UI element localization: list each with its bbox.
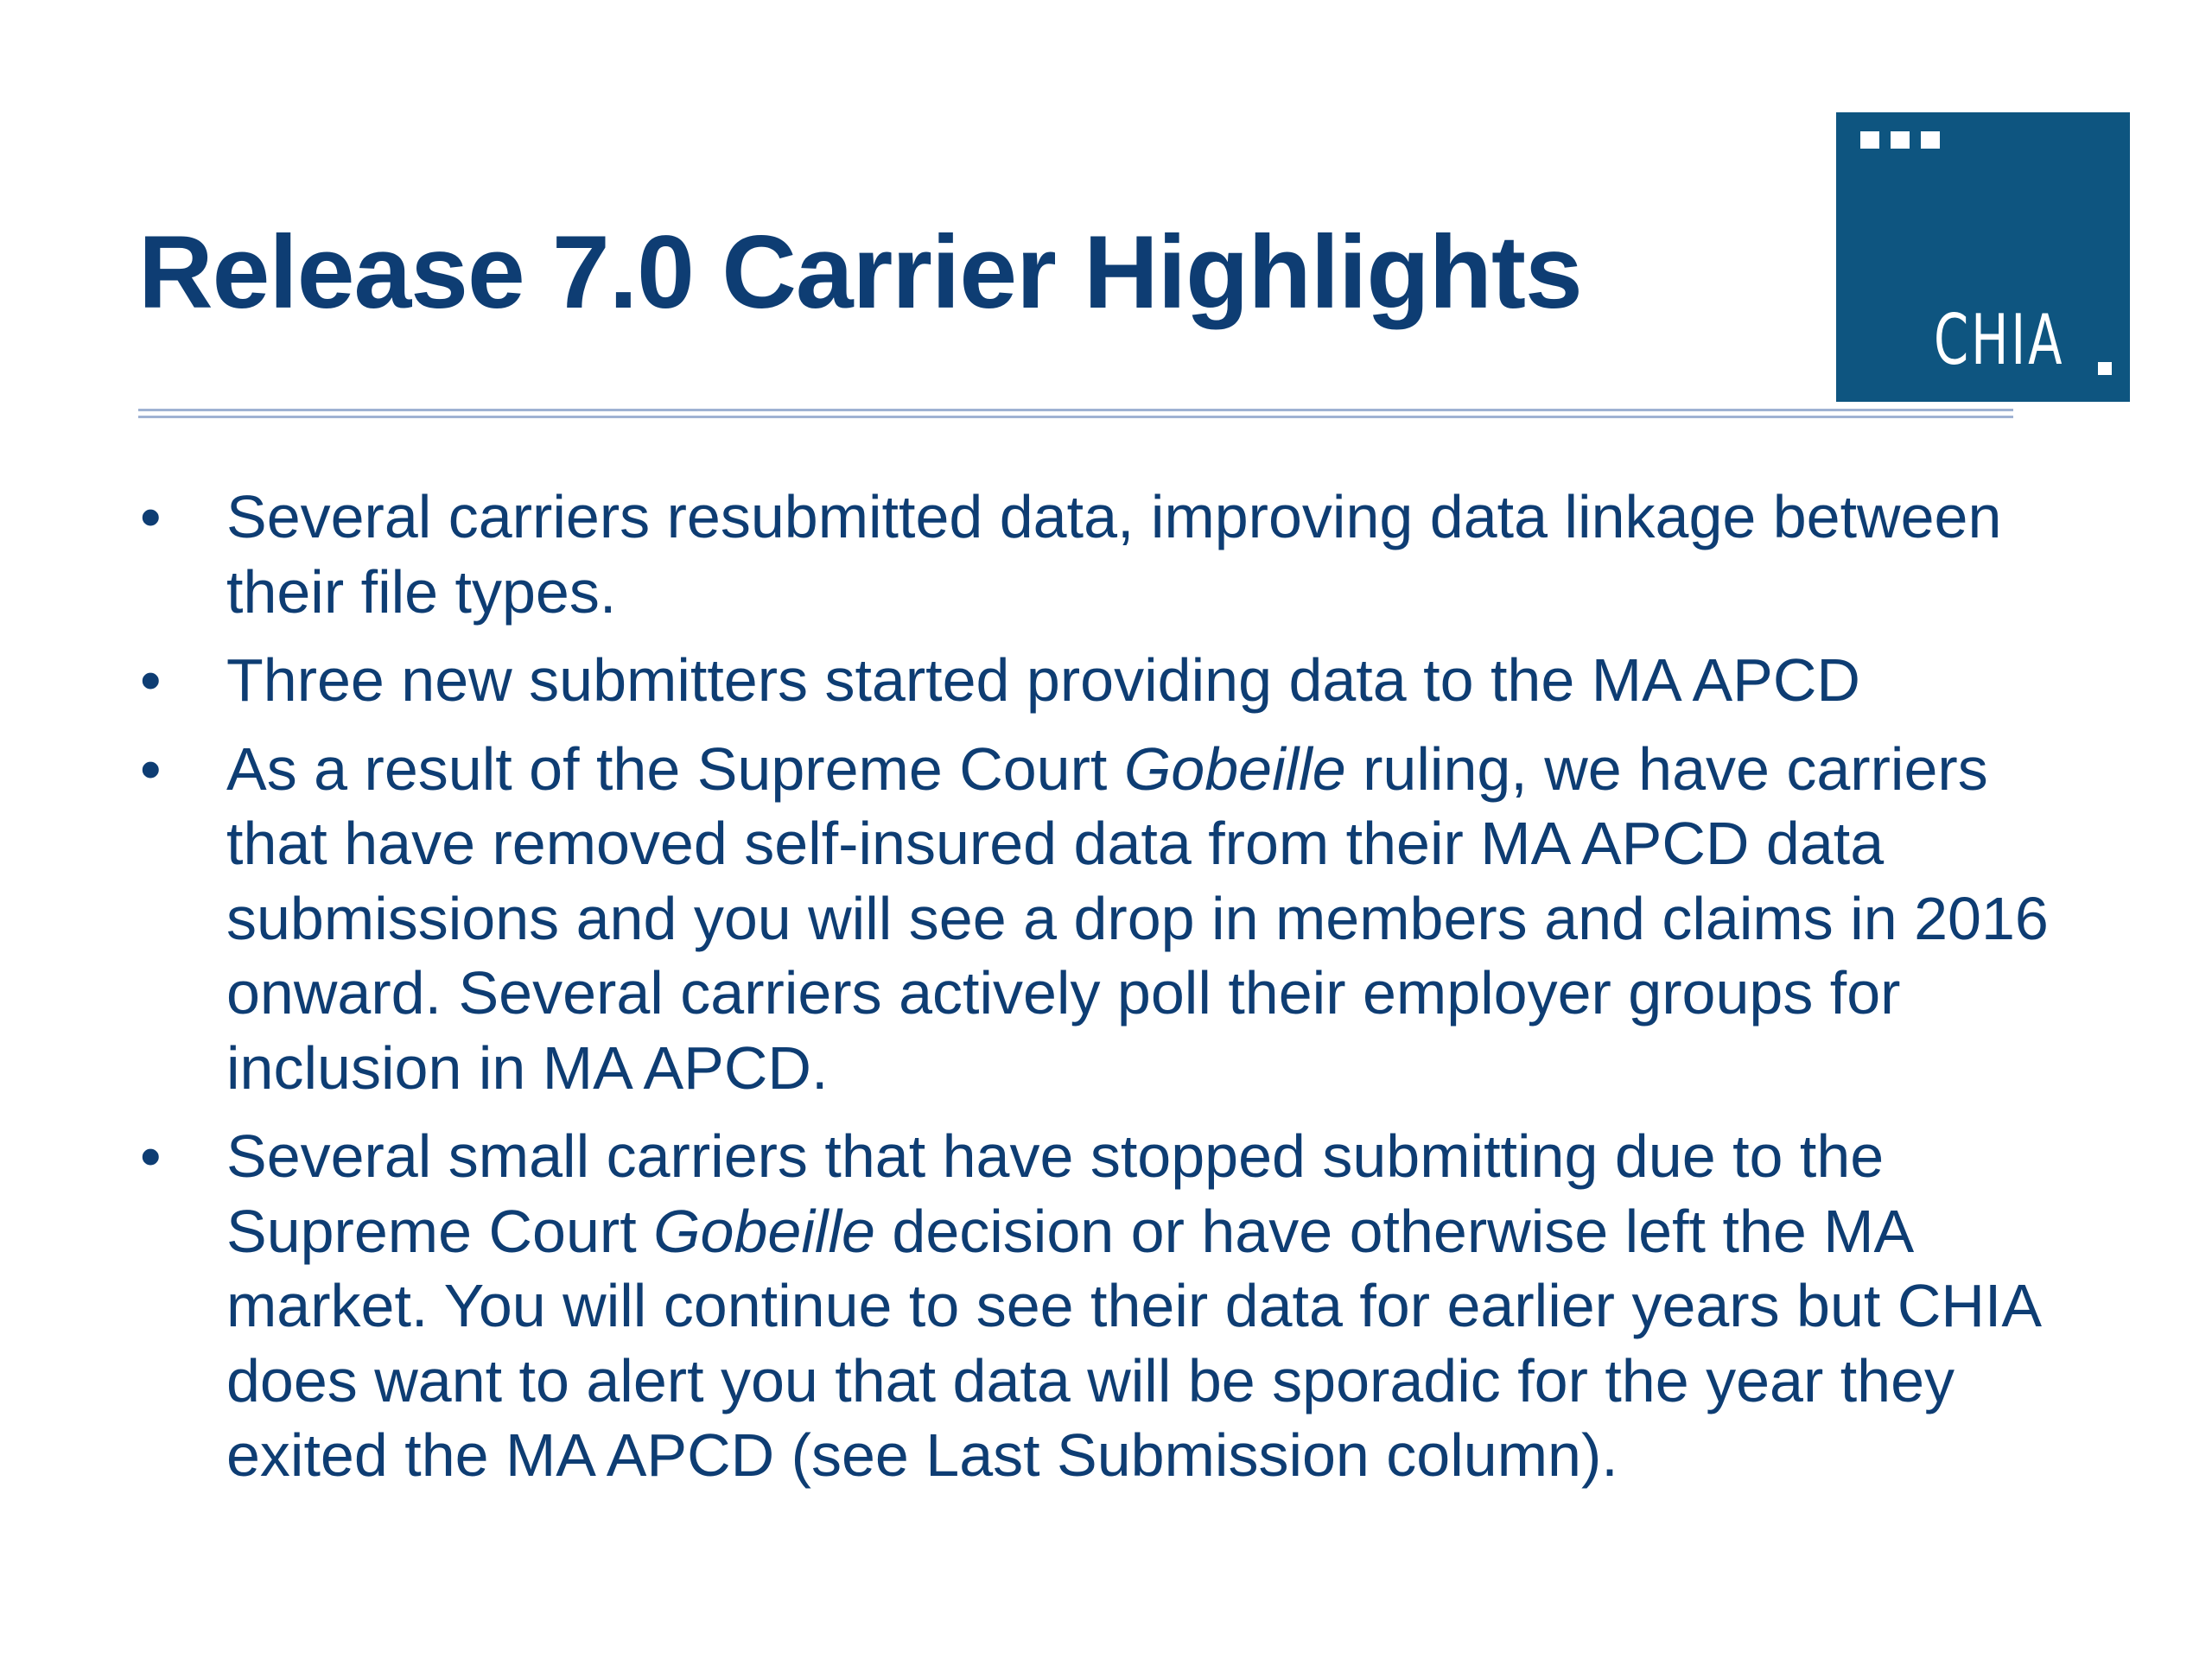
chia-logo xyxy=(1836,112,2130,402)
bullet-text-segment: As a result of the Supreme Court xyxy=(226,734,1124,803)
bullet-item xyxy=(138,643,2074,718)
logo-text: CHIA xyxy=(1934,300,2065,380)
bullet-icon: • xyxy=(140,1122,162,1190)
bullet-text-segment: ruling, we have carriers that have removed self-insured data from their MA APCD data submissions and you will see a drop in members and claims in 2016 onward. Several carriers actively poll their employer groups for inclusion in MA APCD. xyxy=(226,734,2049,1102)
bullet-text-segment: decision or have otherwise left the MA market. You will continue to see their data for earlier years but CHIA does want to alert you that data will be sporadic for the year they exited the MA APCD (see Last Submission column). xyxy=(226,1197,2039,1489)
logo-square-icon xyxy=(1860,131,1879,149)
bullet-text-segment: Several small carriers that have stopped submitting due to the Supreme Court xyxy=(226,1122,1885,1265)
bullet-item xyxy=(138,480,2074,629)
case-name-italic: Gobeille xyxy=(653,1197,875,1265)
bullet-icon: • xyxy=(140,646,162,714)
bullet-text xyxy=(226,480,2074,629)
logo-period-icon xyxy=(2098,362,2112,375)
case-name-italic: Gobeille xyxy=(1123,734,1346,803)
bullet-text xyxy=(226,643,2074,718)
bullet-text-segment: Three new submitters started providing data to the MA APCD xyxy=(226,646,1860,714)
title-divider-bottom xyxy=(138,416,2013,418)
bullet-item xyxy=(138,732,2074,1106)
logo-square-icon xyxy=(1921,131,1940,149)
title-divider-top xyxy=(138,409,2013,411)
bullet-text xyxy=(226,1119,2074,1493)
bullet-text xyxy=(226,732,2074,1106)
bullet-list xyxy=(138,480,2074,1507)
bullet-item xyxy=(138,1119,2074,1493)
bullet-icon: • xyxy=(140,734,162,803)
bullet-icon: • xyxy=(140,483,162,550)
slide-title: Release 7.0 Carrier Highlights xyxy=(138,214,1582,330)
logo-square-icon xyxy=(1891,131,1910,149)
bullet-text-segment: Several carriers resubmitted data, improving data linkage between their file types. xyxy=(226,483,2002,626)
